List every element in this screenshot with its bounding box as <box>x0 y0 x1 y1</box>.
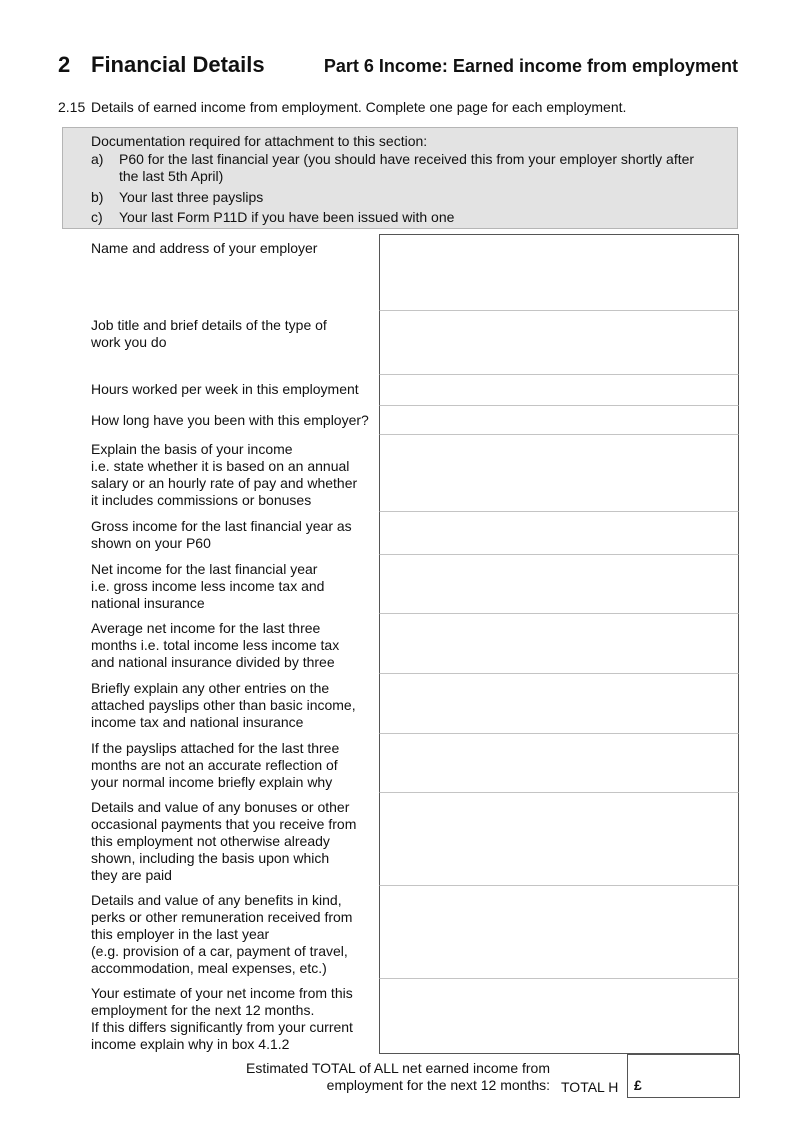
payslip-entries-input[interactable] <box>379 674 739 734</box>
field-label: If the payslips attached for the last three months are not an accurate reflection of your normal income briefly explain why <box>91 740 340 790</box>
estimated-net-income-input[interactable] <box>379 979 739 1054</box>
field-row-employment-length <box>91 406 741 435</box>
currency-symbol: £ <box>634 1077 642 1093</box>
item-marker: b) <box>91 189 104 205</box>
field-label: Details and value of any bonuses or other occasional payments that you receive from this employment not otherwise already shown, including the basis upon which they are paid <box>91 799 357 883</box>
field-row-employer-name-address <box>91 234 741 311</box>
field-row-payslip-entries <box>91 674 741 734</box>
benefits-in-kind-input[interactable] <box>379 886 739 979</box>
field-label: Hours worked per week in this employment <box>91 381 359 397</box>
item-text: P60 for the last financial year (you should have received this from your employer shortly after the last 5th April) <box>119 151 695 184</box>
employer-name-address-input[interactable] <box>379 234 739 311</box>
payslip-accuracy-input[interactable] <box>379 734 739 793</box>
documentation-item <box>91 209 711 226</box>
field-label: Gross income for the last financial year as shown on your P60 <box>91 518 352 551</box>
field-label: Details and value of any benefits in kind, perks or other remuneration received from this employer in the last year (e.g. provision of a car, payment of travel, accommodation, meal expenses, etc.) <box>91 892 353 976</box>
field-row-bonuses <box>91 793 741 886</box>
employment-length-input[interactable] <box>379 406 739 435</box>
field-row-gross-income <box>91 512 741 555</box>
field-label: Job title and brief details of the type of work you do <box>91 317 327 350</box>
question-number: 2.15 <box>58 99 86 115</box>
bonuses-input[interactable] <box>379 793 739 886</box>
documentation-item <box>91 189 711 206</box>
field-row-hours-worked <box>91 375 741 406</box>
documentation-item <box>91 151 711 185</box>
total-label: Estimated TOTAL of ALL net earned income from employment for the next 12 months: <box>245 1060 550 1093</box>
question-intro <box>58 99 626 115</box>
item-marker: c) <box>91 209 103 225</box>
total-h-input[interactable] <box>627 1054 740 1098</box>
field-label: Briefly explain any other entries on the attached payslips other than basic income, income tax and national insurance <box>91 680 356 730</box>
field-row-average-net-income <box>91 614 741 674</box>
income-basis-input[interactable] <box>379 435 739 512</box>
job-title-input[interactable] <box>379 311 739 375</box>
section-title: Financial Details <box>91 52 265 77</box>
total-code: TOTAL H <box>561 1079 619 1095</box>
item-text: Your last Form P11D if you have been issued with one <box>119 209 455 225</box>
field-label: Explain the basis of your income i.e. state whether it is based on an annual salary or an hourly rate of pay and whether it includes commissions or bonuses <box>91 441 358 508</box>
field-row-payslip-accuracy <box>91 734 741 793</box>
average-net-income-input[interactable] <box>379 614 739 674</box>
documentation-box <box>62 127 738 229</box>
total-row <box>0 1054 800 1098</box>
hours-worked-input[interactable] <box>379 375 739 406</box>
net-income-input[interactable] <box>379 555 739 614</box>
field-label: Net income for the last financial year i.e. gross income less income tax and national insurance <box>91 561 325 611</box>
field-row-income-basis <box>91 435 741 512</box>
field-label: Your estimate of your net income from this employment for the next 12 months. If this differs significantly from your current income explain why in box 4.1.2 <box>91 985 353 1052</box>
field-row-benefits-in-kind <box>91 886 741 979</box>
question-text: Details of earned income from employment. Complete one page for each employment. <box>91 99 627 115</box>
part-title: Part 6 Income: Earned income from employment <box>323 56 738 76</box>
field-row-net-income <box>91 555 741 614</box>
gross-income-input[interactable] <box>379 512 739 555</box>
documentation-heading: Documentation required for attachment to this section: <box>91 133 428 149</box>
section-number: 2 <box>58 52 71 77</box>
employment-form <box>91 234 741 1054</box>
item-text: Your last three payslips <box>119 189 264 205</box>
field-label: Average net income for the last three months i.e. total income less income tax and national insurance divided by three <box>91 620 340 670</box>
field-row-estimated-net-income <box>91 979 741 1054</box>
page-header <box>58 52 740 82</box>
item-marker: a) <box>91 151 104 167</box>
field-row-job-title <box>91 311 741 375</box>
field-label: How long have you been with this employer? <box>91 412 369 428</box>
field-label: Name and address of your employer <box>91 240 318 256</box>
